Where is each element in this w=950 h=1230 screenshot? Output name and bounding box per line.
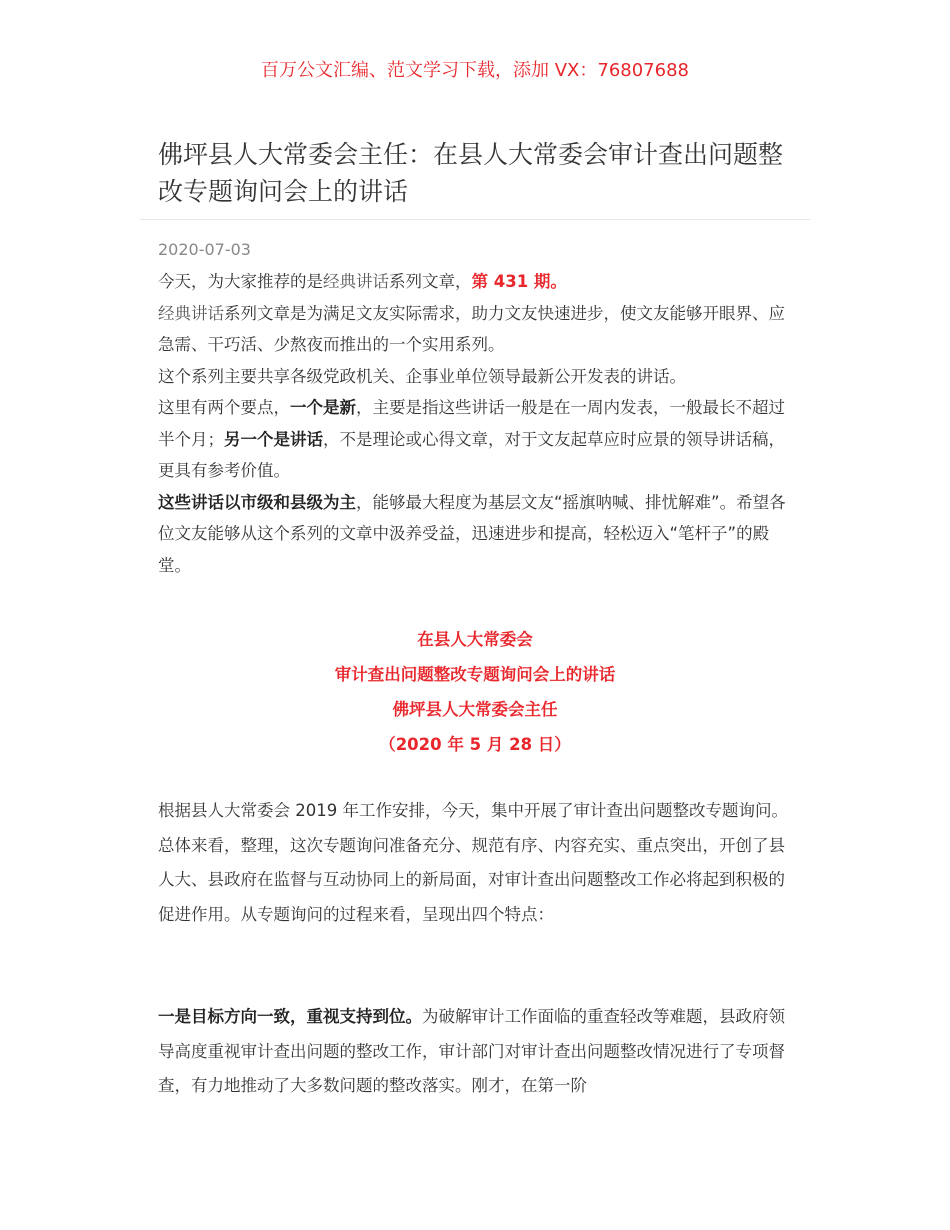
body-text: 为破解审计工作面临的重查轻改等难题，县政府领导高度重视审计查出问题的整改工作，审计部门对审计查出问题整改情况进行了专项督查，有力地推动了大多数问题的整改落实。刚才，在第一阶 [158,1007,785,1095]
key-point: 另一个是讲话 [224,429,323,449]
intro-text: 这里有两个要点， [158,398,290,417]
paragraph-heading: 一是目标方向一致，重视支持到位。 [158,1007,422,1026]
speech-date: （2020 年 5 月 28 日） [379,735,571,754]
promo-banner: 百万公文汇编、范文学习下载，添加 VX：76807688 [261,60,689,81]
article-title: 佛坪县人大常委会主任：在县人大常委会审计查出问题整改专题询问会上的讲话 [158,140,784,206]
series-name: 经典讲话 [323,272,389,291]
key-point: 一个是新 [290,398,356,417]
series-intro [158,266,798,581]
speech-header-line: 在县人大常委会 [417,630,533,649]
intro-text: 系列文章是为满足文友实际需求，助力文友快速进步，使文友能够开眼界、应急需、干巧活、少熬夜而推出的一个实用系列。 [158,303,785,354]
speech-header-line: 佛坪县人大常委会主任 [392,700,558,719]
key-point: 这些讲话以市级和县级为主 [158,492,356,512]
title-divider [140,219,810,220]
intro-paragraph [158,392,798,487]
speech-header-line: 审计查出问题整改专题询问会上的讲话 [334,665,616,684]
speech-header [0,622,950,762]
body-paragraph [158,1000,798,1104]
intro-paragraph [158,487,798,582]
intro-text: ，能够最大程度为基层文友“摇旗呐喊、排忧解难”。希望各位文友能够从这个系列的文章中汲养受益，迅速进步和提高，轻松迈入“笔杆子”的殿堂。 [158,492,786,575]
series-name: 经典讲话 [158,303,224,323]
intro-text: 今天，为大家推荐的是 [158,272,323,291]
intro-text: ，不是理论或心得文章，对于文友起草应时应景的领导讲话稿，更具有参考价值。 [158,429,785,480]
publish-date: 2020-07-03 [158,240,251,259]
intro-paragraph: 这个系列主要共享各级党政机关、企事业单位领导最新公开发表的讲话。 [158,366,686,386]
issue-number: 第 431 期。 [471,272,567,291]
speech-body [158,1000,798,1104]
speech-body [158,794,798,932]
body-paragraph: 根据县人大常委会 2019 年工作安排，今天，集中开展了审计查出问题整改专题询问。总体来看，整理，这次专题询问准备充分、规范有序、内容充实、重点突出，开创了县人大、县政府在监督与互动协同上的新局面，对审计查出问题整改工作必将起到积极的促进作用。从专题询问的过程来看，呈现出四个特点： [158,801,788,924]
intro-text: 系列文章， [389,272,472,291]
intro-paragraph [158,298,798,361]
intro-paragraph [158,266,798,298]
intro-text: ，主要是指这些讲话一般是在一周内发表，一般最长不超过半个月； [158,398,785,449]
